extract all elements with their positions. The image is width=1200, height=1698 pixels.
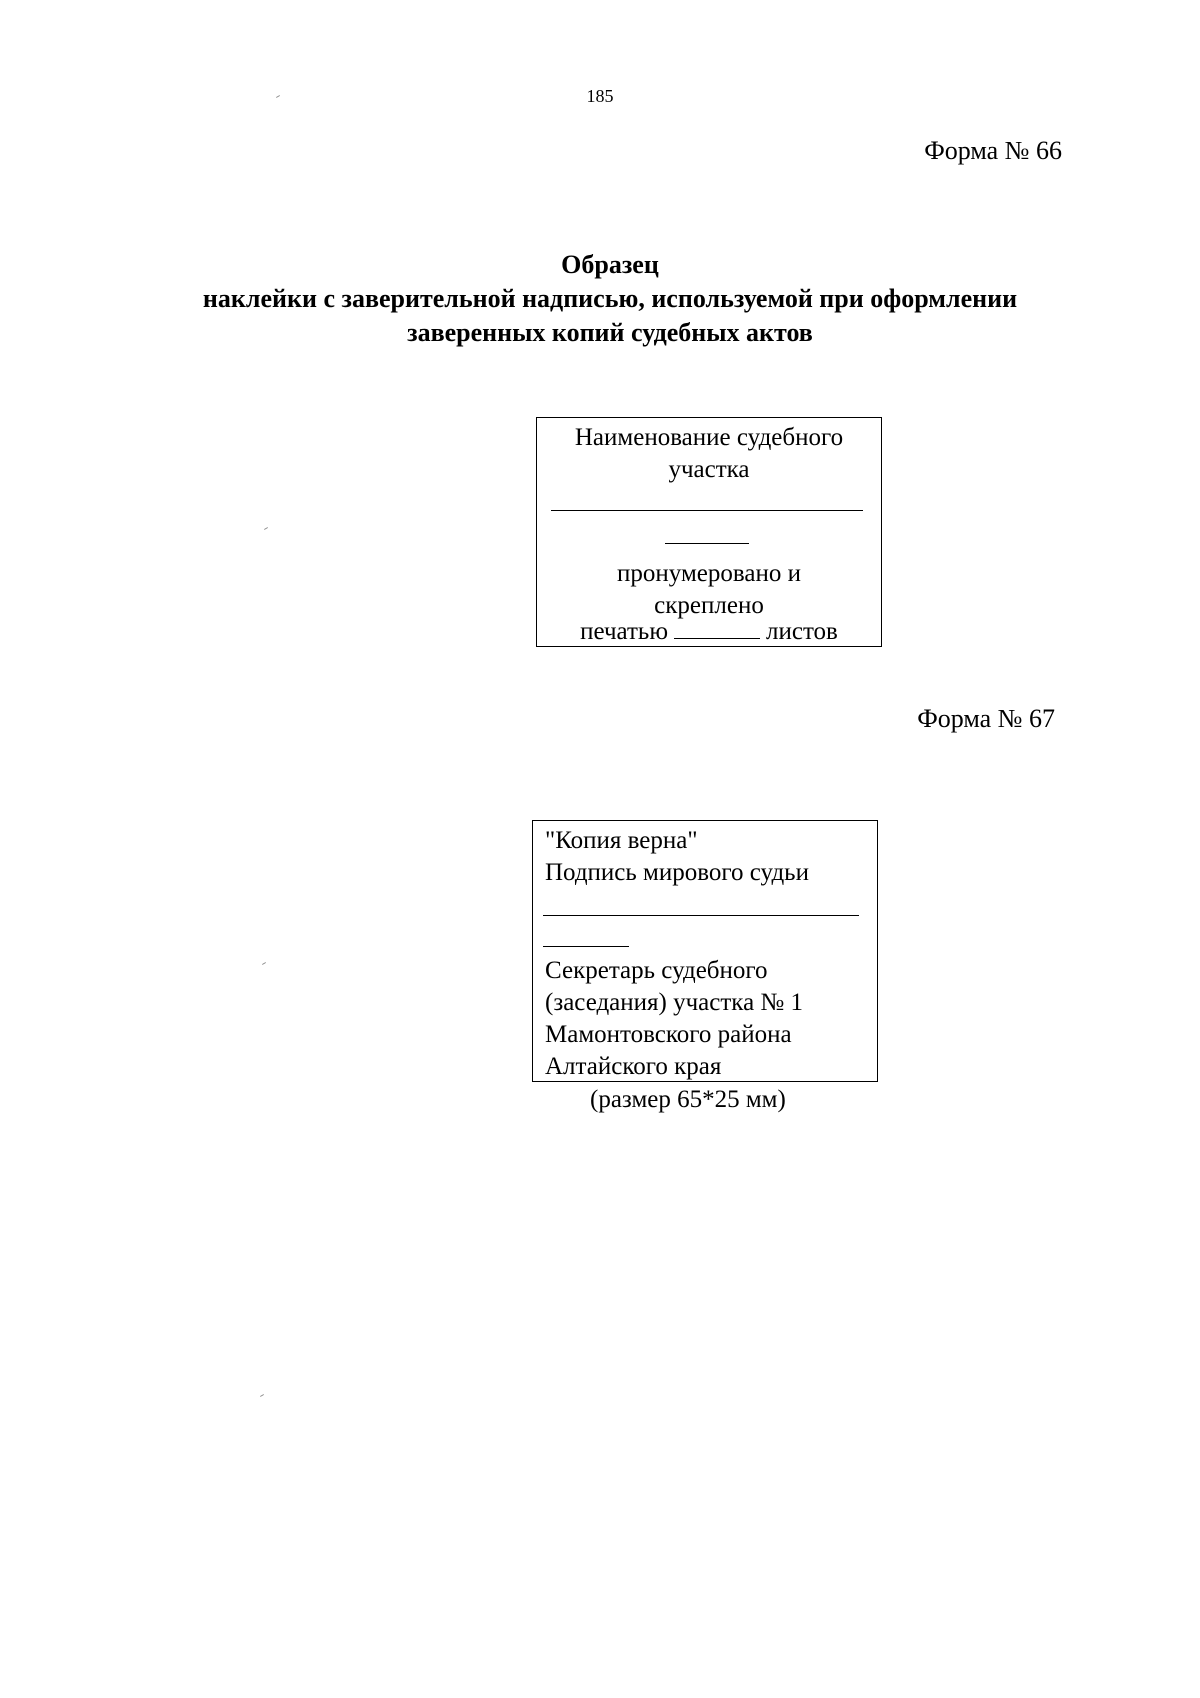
numbered-note (537, 558, 881, 622)
title-line-2: наклейки с заверительной надписью, используемой при оформлении (202, 284, 1018, 313)
page-number: 185 (586, 86, 614, 106)
seal-word: печатью (580, 618, 669, 645)
secretary-block (545, 955, 803, 1083)
secretary-line-2: (заседания) участка № 1 (545, 989, 804, 1016)
secretary-line-1: Секретарь судебного (545, 957, 768, 984)
secretary-line-3: Мамонтовского района (545, 1021, 792, 1048)
document-title (0, 248, 1200, 350)
sheets-word: листов (766, 618, 838, 645)
signature-short-line (543, 946, 629, 947)
court-name-blank-line (551, 510, 863, 511)
judge-signature-label: Подпись мирового судьи (545, 859, 809, 886)
court-name-short-line (665, 543, 749, 544)
signature-blank-line (543, 915, 859, 916)
court-section-label: участка (668, 456, 750, 483)
copy-true-label: "Копия верна" (545, 827, 698, 854)
title-line-3: заверенных копий судебных актов (407, 318, 813, 347)
sheets-count-line (537, 616, 881, 648)
form-66-sticker (536, 417, 882, 647)
numbered-line: пронумеровано и (617, 560, 801, 587)
scan-speck (262, 962, 266, 965)
scan-speck (264, 527, 268, 530)
sheets-count-blank (674, 618, 760, 639)
sealed-line: скреплено (654, 592, 764, 619)
scan-speck (260, 1394, 264, 1397)
title-line-1: Образец (561, 250, 659, 279)
form-67-label: Форма № 67 (917, 704, 1055, 733)
secretary-line-4: Алтайского края (545, 1053, 722, 1080)
form-67-sticker (532, 820, 878, 1082)
form-66-label: Форма № 66 (924, 136, 1062, 165)
court-name-label: Наименование судебного (574, 424, 844, 451)
size-note: (размер 65*25 мм) (590, 1086, 786, 1113)
